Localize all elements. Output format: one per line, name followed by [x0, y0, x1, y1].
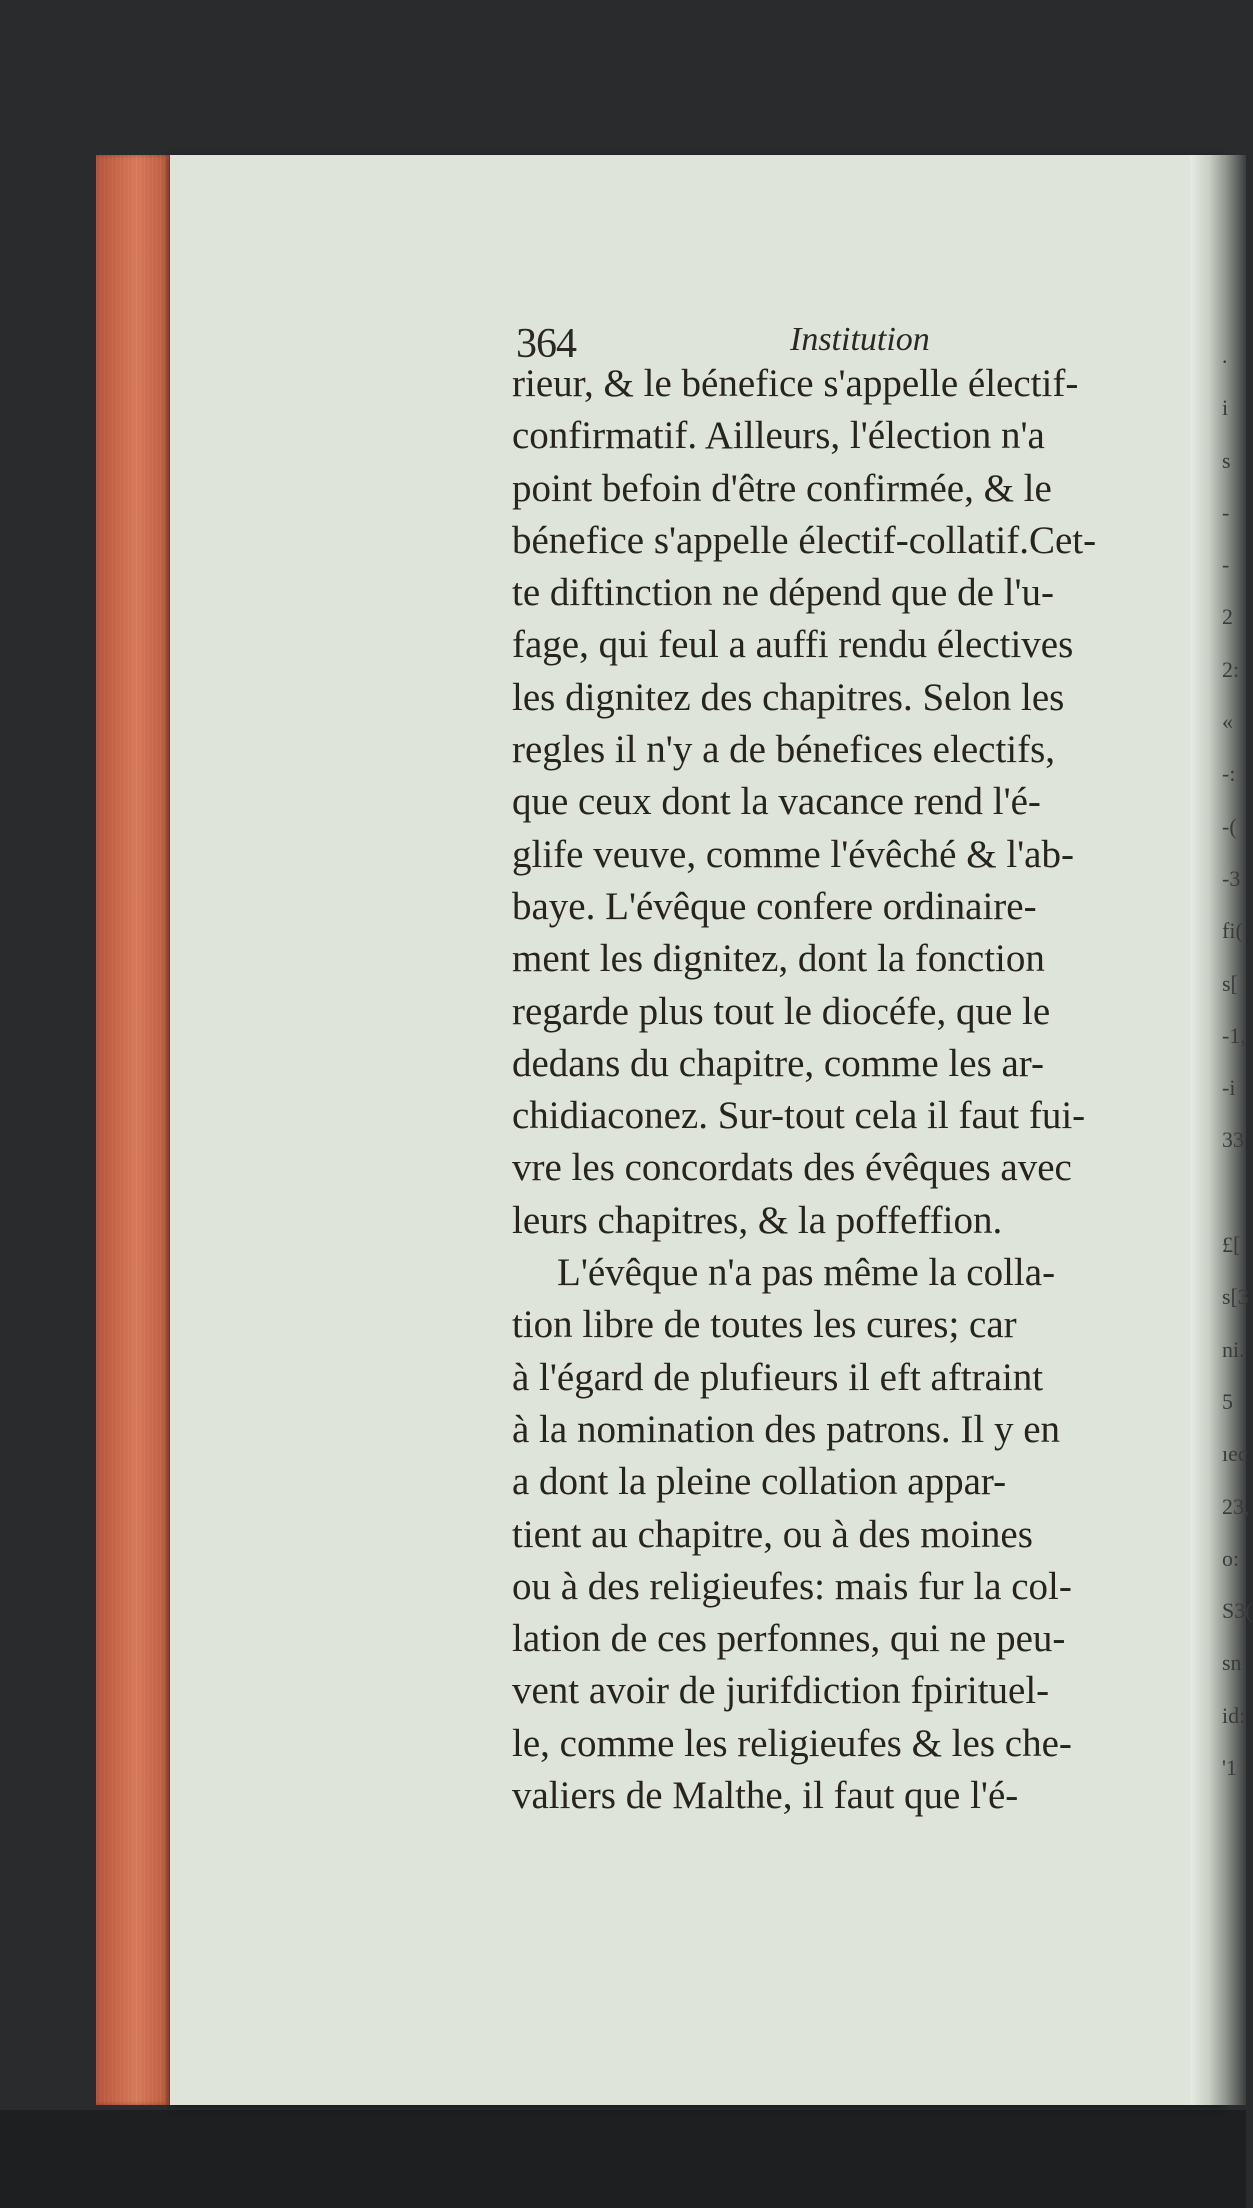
gutter-fragment: . — [1222, 343, 1228, 368]
text-line: baye. L'évêque confere ordinaire- — [512, 884, 1037, 928]
text-line: ment les dignitez, dont la fonction — [512, 937, 1045, 981]
opposite-page-bleed — [1222, 330, 1253, 1790]
body-text — [512, 358, 1202, 1822]
gutter-fragment: s[ — [1222, 970, 1238, 996]
gutter-fragment: S3( — [1222, 1598, 1253, 1624]
text-line: bénefice s'appelle électif-collatif.Cet- — [512, 518, 1097, 562]
gutter-fragment: -1, — [1222, 1022, 1246, 1048]
gutter-fragment: fi( — [1222, 918, 1243, 944]
gutter-fragment: £[ — [1222, 1232, 1241, 1258]
gutter-fragment: 5 — [1222, 1388, 1233, 1414]
text-line: le, comme les religieufes & les che- — [512, 1721, 1072, 1765]
text-line: te diftinction ne dépend que de l'u- — [512, 571, 1055, 615]
text-line: regarde plus tout le diocéfe, que le — [512, 989, 1051, 1033]
text-line: regles il n'y a de bénefices electifs, — [512, 728, 1056, 772]
page-number: 364 — [516, 321, 576, 367]
gutter-fragment: 33 — [1222, 1127, 1244, 1153]
book-fore-edge — [96, 155, 170, 2105]
gutter-fragment: '1 — [1222, 1755, 1237, 1781]
text-line: vent avoir de jurifdiction fpirituel- — [512, 1669, 1050, 1713]
gutter-fragment: o: — [1222, 1545, 1240, 1571]
gutter-fragment: id: — [1222, 1702, 1246, 1728]
gutter-fragment: 2: — [1222, 656, 1240, 682]
gutter-fragment: 2 — [1222, 604, 1233, 630]
text-line: L'évêque n'a pas même la colla- — [557, 1251, 1056, 1295]
text-line: tient au chapitre, ou à des moines — [512, 1512, 1033, 1556]
backdrop — [0, 2110, 1246, 2208]
gutter-fragment: i — [1222, 395, 1229, 421]
text-line: rieur, & le bénefice s'appelle électif- — [512, 362, 1079, 405]
gutter-fragment: 23, — [1222, 1493, 1250, 1519]
text-line: lation de ces perfonnes, qui ne peu- — [512, 1617, 1066, 1661]
text-line: vre les concordats des évêques avec — [512, 1146, 1072, 1190]
text-line: chidiaconez. Sur-tout cela il faut fui- — [512, 1094, 1086, 1138]
text-line: leurs chapitres, & la poffeffion. — [512, 1198, 1003, 1242]
text-line: que ceux dont la vacance rend l'é- — [512, 780, 1041, 824]
text-line: tion libre de toutes les cures; car — [512, 1303, 1017, 1347]
text-line: confirmatif. Ailleurs, l'élection n'a — [512, 414, 1045, 458]
gutter-fragment: -i — [1222, 1075, 1236, 1101]
gutter-fragment: ni. — [1222, 1336, 1245, 1362]
text-line: ou à des religieufes: mais fur la col- — [512, 1564, 1072, 1608]
gutter-fragment: s — [1222, 447, 1231, 473]
gutter-fragment: s[3 — [1222, 1284, 1249, 1310]
gutter-fragment: ıec — [1222, 1441, 1248, 1467]
gutter-fragment: -( — [1222, 813, 1237, 839]
text-line: à l'égard de plufieurs il eft aftraint — [512, 1355, 1044, 1399]
gutter-fragment: - — [1222, 552, 1230, 578]
text-line: fage, qui feul a auffi rendu électives — [512, 623, 1074, 667]
text-line: point befoin d'être confirmée, & le — [512, 466, 1052, 510]
text-line: a dont la pleine collation appar- — [512, 1460, 1007, 1504]
gutter-fragment: - — [1222, 499, 1230, 525]
gutter-fragment — [1222, 1167, 1246, 1219]
text-line: à la nomination des patrons. Il y en — [512, 1407, 1061, 1451]
running-head: Institution — [790, 321, 930, 358]
gutter-fragment: -3 — [1222, 865, 1241, 891]
gutter-fragment: « — [1222, 709, 1233, 735]
gutter-fragment: -: — [1222, 761, 1236, 787]
text-line: valiers de Malthe, il faut que l'é- — [512, 1774, 1019, 1818]
text-line: glife veuve, comme l'évêché & l'ab- — [512, 832, 1074, 876]
gutter-fragment: sn — [1222, 1650, 1242, 1676]
text-line: dedans du chapitre, comme les ar- — [512, 1041, 1045, 1085]
text-line: les dignitez des chapitres. Selon les — [512, 675, 1065, 719]
